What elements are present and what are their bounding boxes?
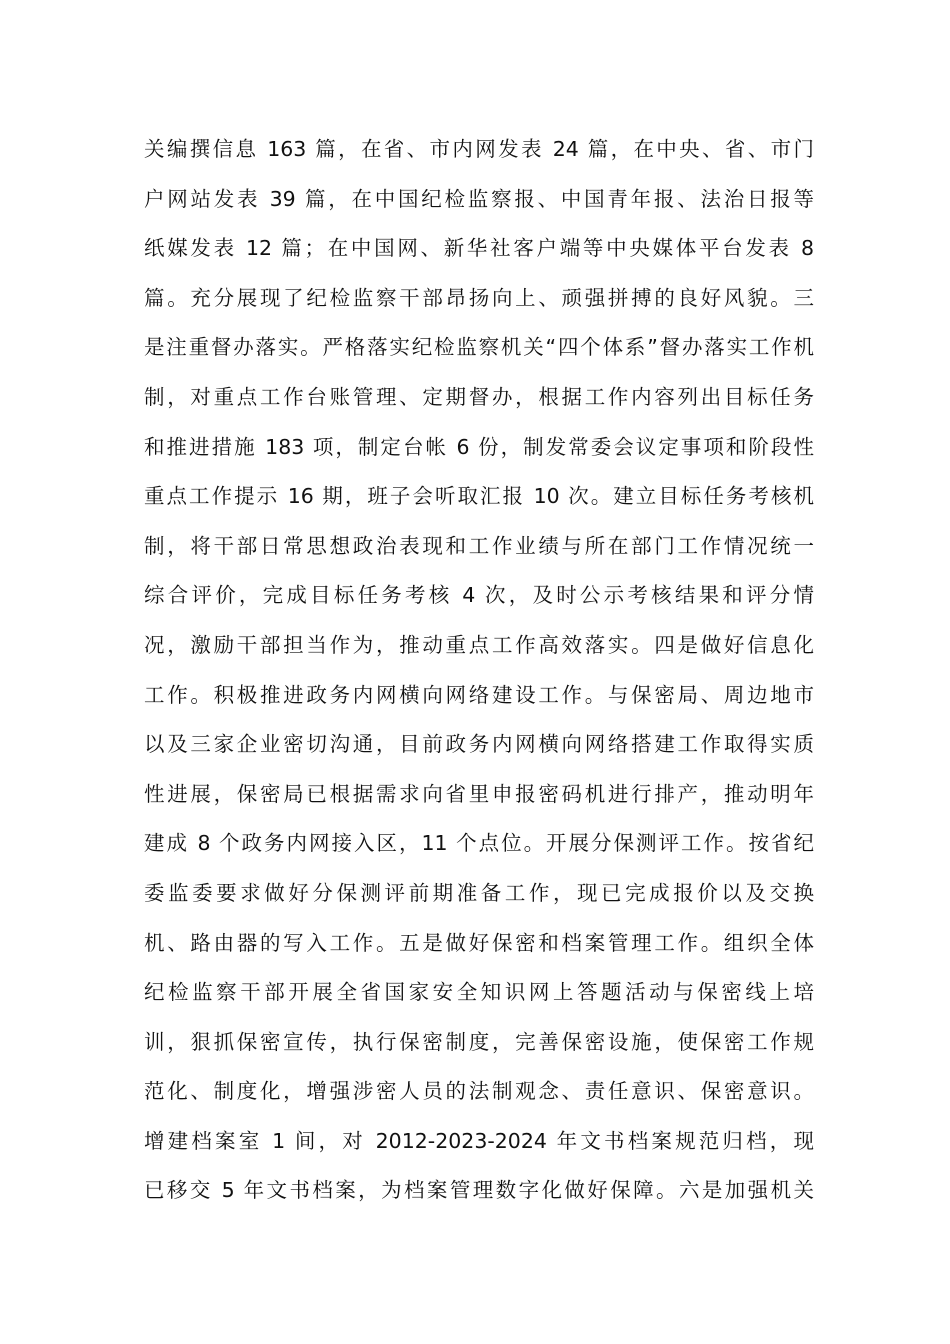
text-line: 重点工作提示 16 期，班子会听取汇报 10 次。建立目标任务考核机	[144, 484, 814, 509]
text-line: 建成 8 个政务内网接入区，11 个点位。开展分保测评工作。按省纪	[144, 831, 814, 856]
text-line: 以及三家企业密切沟通，目前政务内网横向网络搭建工作取得实质	[144, 732, 814, 757]
text-line: 纪检监察干部开展全省国家安全知识网上答题活动与保密线上培	[144, 980, 814, 1005]
text-line: 增建档案室 1 间，对 2012-2023-2024 年文书档案规范归档，现	[144, 1128, 814, 1153]
text-line: 性进展，保密局已根据需求向省里申报密码机进行排产，推动明年	[144, 781, 814, 806]
text-line: 范化、制度化，增强涉密人员的法制观念、责任意识、保密意识。	[144, 1079, 814, 1104]
text-line: 机、路由器的写入工作。五是做好保密和档案管理工作。组织全体	[144, 930, 814, 955]
text-line: 制，对重点工作台账管理、定期督办，根据工作内容列出目标任务	[144, 384, 814, 409]
text-line: 篇。充分展现了纪检监察干部昂扬向上、顽强拼搏的良好风貌。三	[144, 285, 814, 310]
text-line: 纸媒发表 12 篇；在中国网、新华社客户端等中央媒体平台发表 8	[144, 236, 814, 261]
text-line: 已移交 5 年文书档案，为档案管理数字化做好保障。六是加强机关	[144, 1178, 814, 1203]
text-line: 况，激励干部担当作为，推动重点工作高效落实。四是做好信息化	[144, 632, 814, 657]
text-line: 综合评价，完成目标任务考核 4 次，及时公示考核结果和评分情	[144, 583, 814, 608]
text-line: 制，将干部日常思想政治表现和工作业绩与所在部门工作情况统一	[144, 533, 814, 558]
text-line: 工作。积极推进政务内网横向网络建设工作。与保密局、周边地市	[144, 682, 814, 707]
text-line: 关编撰信息 163 篇，在省、市内网发表 24 篇，在中央、省、市门	[144, 137, 814, 161]
body-text	[144, 125, 814, 1216]
text-line: 训，狠抓保密宣传，执行保密制度，完善保密设施，使保密工作规	[144, 1029, 814, 1054]
text-line: 是注重督办落实。严格落实纪检监察机关“四个体系”督办落实工作机	[144, 335, 814, 360]
text-line: 和推进措施 183 项，制定台帐 6 份，制发常委会议定事项和阶段性	[144, 434, 814, 459]
text-line: 委监委要求做好分保测评前期准备工作，现已完成报价以及交换	[144, 880, 814, 905]
text-line: 户网站发表 39 篇，在中国纪检监察报、中国青年报、法治日报等	[144, 186, 814, 211]
